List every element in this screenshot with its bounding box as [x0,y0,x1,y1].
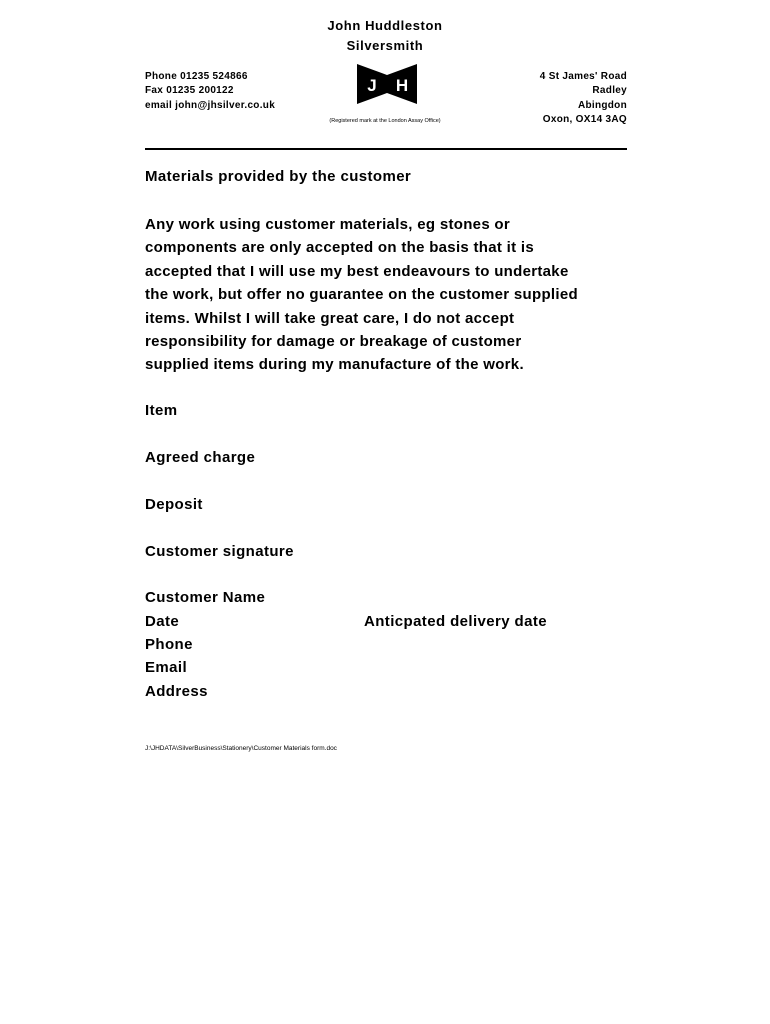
contact-phone: Phone 01235 524866 [145,71,248,82]
field-customer-name-label: Customer Name [145,589,266,606]
logo-letter-h: H [395,76,409,95]
address-line-2: Radley [592,85,627,97]
form-heading: Materials provided by the customer [145,168,412,185]
footer-file-path: J:\JHDATA\SilverBusiness\Stationery\Customer Materials form.doc [145,745,337,752]
field-phone-label: Phone [145,636,193,653]
address-line-3: Abingdon [577,99,627,111]
field-address-label: Address [145,683,208,700]
contact-block [145,70,275,113]
address-line-4: Oxon, OX14 3AQ [542,113,627,125]
paragraph-line: items. Whilst I will take great care, I do not accept [145,309,515,327]
paragraph-line: Any work using customer materials, eg stones or [145,216,511,233]
field-item-label: Item [145,402,178,419]
paragraph-line: responsibility for damage or breakage of customer [145,333,522,351]
registered-mark-note: (Registered mark at the London Assay Office) [329,118,441,124]
letterhead-title: Silversmith [346,38,424,53]
address-line-1: 4 St James' Road [539,71,627,82]
contact-fax: Fax 01235 200122 [145,85,234,97]
field-delivery-date-label: Anticpated delivery date [364,613,547,630]
paragraph-line: the work, but offer no guarantee on the customer supplied [145,286,578,304]
paragraph-line: supplied items during my manufacture of the work. [145,356,524,374]
paragraph-line: components are only accepted on the basis that it is [145,239,535,257]
field-email-label: Email [145,659,188,676]
jh-hallmark-logo-icon [356,63,418,105]
address-block [540,70,627,127]
field-customer-signature-label: Customer signature [145,543,294,560]
field-deposit-label: Deposit [145,496,203,513]
paragraph-line: accepted that I will use my best endeavours to undertake [145,262,569,280]
terms-paragraph [145,213,635,377]
field-date-label: Date [145,613,180,630]
letterhead-name: John Huddleston [327,18,443,33]
field-agreed-charge-label: Agreed charge [145,449,256,466]
header-divider [145,148,627,150]
logo-letter-j: J [367,76,377,95]
contact-email: email john@jhsilver.co.uk [145,99,276,111]
